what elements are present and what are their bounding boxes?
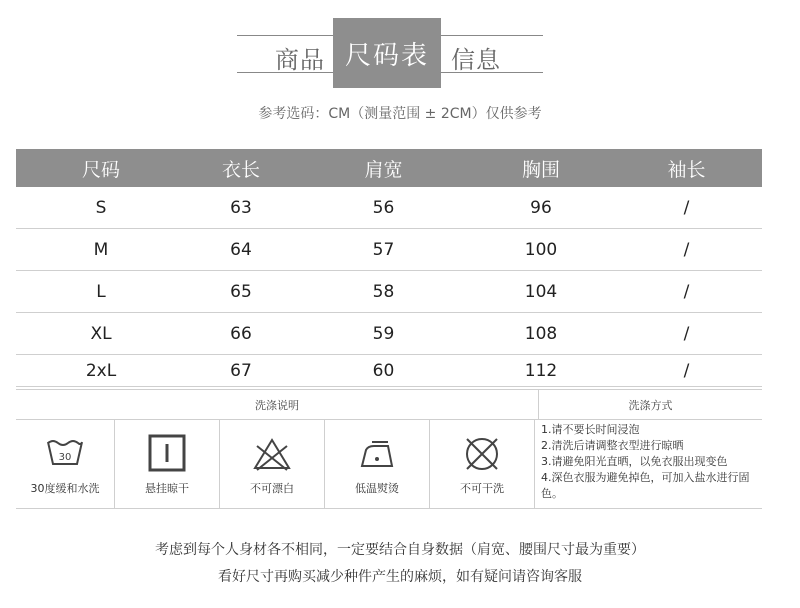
cell-size: S: [95, 197, 107, 218]
cell-size: XL: [90, 323, 112, 344]
cell-length: 63: [230, 197, 252, 218]
title-banner: [237, 18, 543, 78]
table-row: [16, 187, 762, 229]
footer-note-2: 看好尺寸再购买减少种件产生的麻烦，如有疑问请咨询客服: [218, 569, 582, 585]
wash-30-icon: [44, 434, 86, 474]
wash-method-heading: 洗涤方式: [628, 398, 673, 412]
wash-header: [16, 390, 762, 420]
wash-instructions-heading: 洗涤说明: [16, 390, 539, 419]
wash-section: [16, 389, 762, 509]
wash-body: [16, 420, 762, 509]
list-item: 1.请不要长时间浸泡: [541, 423, 640, 436]
header-sleeve: 袖长: [667, 158, 706, 181]
cell-chest: 100: [524, 239, 558, 260]
table-row: [16, 229, 762, 271]
cell-sleeve: /: [683, 197, 690, 218]
title-right-text: 信息: [451, 46, 501, 74]
cell-size: 2xL: [85, 360, 117, 381]
title-highlight: 尺码表: [333, 18, 441, 88]
title-left-text: 商品: [275, 46, 325, 74]
care-label: 悬挂晾干: [145, 481, 189, 495]
cell-shoulder: 56: [372, 197, 395, 218]
header-chest: 胸围: [521, 158, 560, 181]
cell-sleeve: /: [683, 239, 690, 260]
cell-shoulder: 57: [372, 239, 395, 260]
header-shoulder: 肩宽: [364, 158, 403, 181]
cell-length: 67: [230, 360, 252, 381]
cell-size: L: [96, 281, 106, 302]
cell-sleeve: /: [683, 323, 690, 344]
cell-sleeve: /: [683, 360, 690, 381]
cell-shoulder: 58: [372, 281, 395, 302]
cell-length: 66: [230, 323, 252, 344]
list-item: 3.请避免阳光直晒，以免衣服出现变色: [541, 455, 728, 468]
table-row: [16, 271, 762, 313]
cell-length: 64: [230, 239, 252, 260]
header-length: 衣长: [221, 158, 260, 181]
low-iron-icon: [356, 434, 398, 474]
list-item: 2.清洗后请调整衣型进行晾晒: [541, 439, 684, 452]
no-dry-clean-icon: [461, 434, 503, 474]
table-row: [16, 355, 762, 387]
cell-shoulder: 60: [372, 360, 395, 381]
cell-sleeve: /: [683, 281, 690, 302]
cell-length: 65: [230, 281, 252, 302]
hang-dry-icon: [146, 434, 188, 474]
footer-note-1: 考虑到每个人身材各不相同，一定要结合自身数据（肩宽、腰围尺寸最为重要）: [155, 542, 645, 558]
cell-size: M: [93, 239, 109, 260]
wash-instructions-list: [535, 420, 762, 509]
care-item-low-iron: [325, 420, 430, 509]
care-item-no-dry-clean: [430, 420, 535, 509]
care-label: 30度缓和水洗: [30, 481, 100, 495]
list-item: 4.深色衣服为避免掉色，可加入盐水进行固色。: [541, 471, 750, 500]
table-row: [16, 313, 762, 355]
size-table-header: [16, 149, 762, 187]
cell-chest: 104: [524, 281, 558, 302]
no-bleach-icon: [251, 434, 293, 474]
measurement-note: 参考选码：CM（测量范围 ± 2CM）仅供参考: [258, 106, 542, 122]
header-size: 尺码: [81, 158, 120, 181]
cell-shoulder: 59: [372, 323, 395, 344]
care-label: 不可干洗: [460, 481, 504, 495]
cell-chest: 108: [524, 323, 558, 344]
size-table: [16, 149, 762, 387]
care-item-no-bleach: [220, 420, 325, 509]
care-item-wash: [16, 420, 115, 509]
care-label: 低温熨烫: [355, 481, 399, 495]
cell-chest: 112: [524, 360, 558, 381]
care-label: 不可漂白: [250, 481, 294, 495]
wash-temp-label: 30: [58, 451, 72, 463]
cell-chest: 96: [530, 197, 552, 218]
care-item-hang-dry: [115, 420, 220, 509]
